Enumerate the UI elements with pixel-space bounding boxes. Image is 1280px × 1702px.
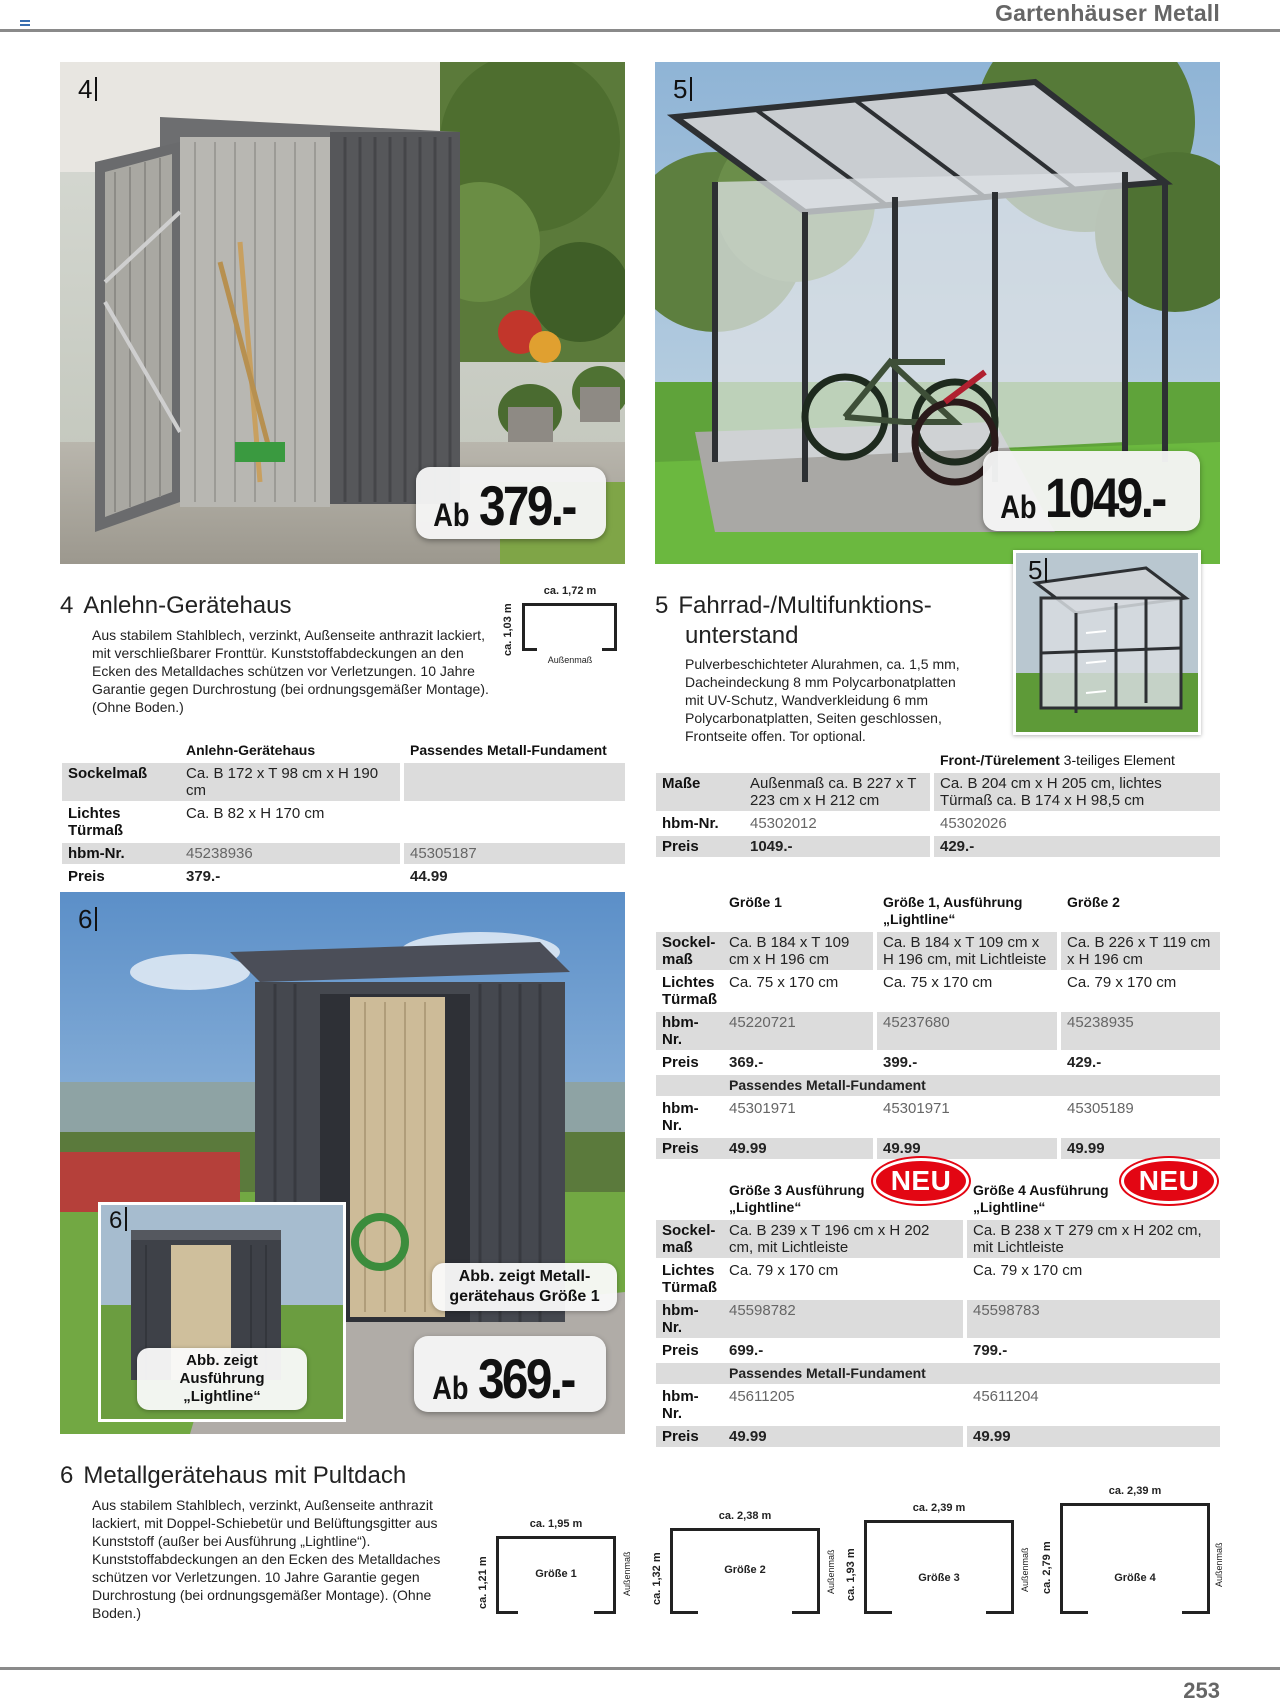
cell: 45238936: [180, 843, 400, 864]
row-label: Sockel-maß: [656, 1220, 723, 1258]
product-5-price-badge: [983, 451, 1200, 531]
cell: Außenmaß ca. B 227 x T 223 cm x H 212 cm: [744, 773, 930, 811]
price-prefix: Ab: [432, 1370, 469, 1406]
product-6-photo: [60, 892, 625, 1434]
table-row: [656, 972, 1220, 1010]
product-6-description: Aus stabilem Stahlblech, verzinkt, Außenseite anthrazit lackiert, mit Doppel-Schiebetür und Belüftungsgitter aus Kunststoff (außer bei Ausführung „Lightline“). Kunststoffabdeckungen an den Ecken des Metalldaches schützen vor Verletzungen. 10 Jahre Garantie gegen Durchrostung (bei ordnungsgemäßer Montage). (Ohne Boden.): [92, 1497, 441, 1621]
subheader: Passendes Metall-Fundament: [723, 1075, 1220, 1096]
table-row: [656, 1138, 1220, 1159]
dim-outline-bottom: [864, 1611, 892, 1614]
row-label: Preis: [68, 868, 105, 885]
dim-size-label: Größe 3: [918, 1572, 960, 1584]
cell: 49.99: [723, 1138, 873, 1159]
row-label: Preis: [662, 1342, 699, 1359]
cell: 49.99: [967, 1426, 1220, 1447]
col-header: Größe 1, Ausführung „Lightline“: [883, 894, 1023, 927]
row-label: Preis: [656, 1138, 723, 1159]
dim-note: Außenmaß: [547, 655, 593, 665]
cell: 45302026: [940, 815, 1007, 832]
price-value: 369.-: [478, 1346, 574, 1410]
product-5-spec-table: [656, 748, 1220, 859]
product-6-photo-number: 6: [78, 904, 97, 935]
cell: Ca. B 226 x T 119 cm x H 196 cm: [1061, 932, 1220, 970]
new-badge: NEU: [873, 1158, 969, 1204]
table-row: [656, 1340, 1220, 1361]
dim-outline-bottom-right: [594, 1611, 616, 1614]
product-4-title-text: Anlehn-Gerätehaus: [83, 592, 292, 619]
row-label: Sockel-maß: [656, 932, 723, 970]
dim-note: Außenmaß: [622, 1551, 632, 1596]
product-6-title-text: Metallgerätehaus mit Pultdach: [83, 1462, 407, 1489]
dim-width-label: ca. 2,39 m: [1108, 1485, 1162, 1497]
row-label: hbm-Nr.: [662, 815, 719, 832]
col-header: Größe 4 Ausführung „Lightline“: [973, 1182, 1109, 1215]
table-row: [62, 803, 625, 841]
cell: 45238935: [1061, 1012, 1220, 1050]
table-row: [656, 932, 1220, 970]
row-label: hbm-Nr.: [662, 1388, 699, 1422]
dim-note: Außenmaß: [1020, 1547, 1030, 1592]
dim-outline-bottom: [1060, 1611, 1088, 1614]
cell: 45301971: [729, 1100, 796, 1117]
col-header-bold: Front-/Türelement: [940, 752, 1060, 768]
product-4-photo: [60, 62, 625, 564]
product-4-description: Aus stabilem Stahlblech, verzinkt, Außenseite anthrazit lackiert, mit verschließbarer Fronttür. Kunststoffabdeckungen an den Ecken des Metalldaches schützen vor Verletzungen. 10 Jahre Garantie gegen Durchrostung (bei ordnungsgemäßer Montage). (Ohne Boden.): [92, 627, 489, 715]
product-4-dimension-diagram: [500, 585, 625, 675]
product-6-spec-table-b: [656, 1178, 1220, 1449]
table-row: [656, 1220, 1220, 1258]
product-6-inset-number: 6: [109, 1207, 127, 1235]
price-value: 379.-: [479, 473, 575, 537]
inset-caption: [137, 1348, 307, 1410]
dim-depth-label: ca. 1,93 m: [845, 1548, 857, 1601]
cell: 49.99: [877, 1138, 1057, 1159]
product-6-inset-photo: [98, 1202, 346, 1422]
table-header-row: [62, 740, 625, 761]
caption-line: Ausführung „Lightline“: [179, 1370, 265, 1405]
header-marker-icon: [20, 20, 30, 26]
table-row: [62, 763, 625, 801]
table-row: [656, 1300, 1220, 1338]
page-number: 253: [1183, 1678, 1220, 1702]
table-subheader-row: [656, 1075, 1220, 1096]
product-4-number: 4: [60, 592, 74, 619]
product-6-spec-table-a: [656, 890, 1220, 1161]
table-header-row: [656, 892, 1220, 930]
product-5-title-line2: unterstand: [685, 622, 799, 649]
table-header-row: [656, 750, 1220, 771]
dim-size-label: Größe 2: [724, 1564, 766, 1576]
row-label: hbm-Nr.: [62, 843, 180, 864]
cell: 44.99: [410, 868, 448, 885]
row-label: Lichtes Türmaß: [662, 1262, 718, 1296]
cell: [404, 803, 625, 841]
dim-size-label: Größe 4: [1114, 1572, 1156, 1584]
product-6-caption: [432, 1263, 617, 1311]
cell: 1049.-: [744, 836, 930, 857]
cell: 45302012: [750, 815, 817, 832]
cell: 369.-: [729, 1054, 764, 1071]
cell: Ca. B 184 x T 109 cm x H 196 cm, mit Lichtleiste: [877, 932, 1057, 970]
product-5-title-line1: Fahrrad-/Multifunktions-: [678, 592, 932, 619]
price-prefix: Ab: [433, 497, 470, 533]
product-4-photo-number: 4: [78, 74, 97, 105]
row-label: hbm-Nr.: [662, 1100, 699, 1134]
col-header: Größe 1: [729, 894, 782, 910]
product-4-price-badge: [416, 467, 606, 539]
row-label: hbm-Nr.: [656, 1300, 723, 1338]
cell: 45611205: [729, 1388, 795, 1405]
table-subheader-row: [656, 1363, 1220, 1384]
cell: 45305187: [404, 843, 625, 864]
col-header: Passendes Metall-Fundament: [410, 742, 607, 758]
dim-note: Außenmaß: [1214, 1542, 1224, 1587]
table-row: [656, 813, 1220, 834]
dim-depth-label: ca. 1,21 m: [477, 1556, 489, 1609]
cell: 379.-: [186, 868, 221, 885]
row-label: Maße: [656, 773, 744, 811]
dim-width-label: ca. 2,38 m: [718, 1510, 772, 1522]
cell: 45598783: [967, 1300, 1220, 1338]
table-row: [656, 1012, 1220, 1050]
row-label: Lichtes Türmaß: [68, 805, 124, 839]
cell: Ca. 75 x 170 cm: [883, 974, 993, 991]
caption-line: Abb. zeigt: [186, 1352, 258, 1369]
product-6-title: [60, 1462, 406, 1491]
cell: Ca. 79 x 170 cm: [973, 1262, 1083, 1279]
row-label: Preis: [656, 1426, 723, 1447]
dim-outline: [522, 603, 617, 651]
product-5-description: Pulverbeschichteter Alurahmen, ca. 1,5 mm, Dacheindeckung 8 mm Polycarbonatplatten mit UV-Schutz, Wandverkleidung 6 mm Polycarbonatplatten, Seiten geschlossen, Frontseite offen. Tor optional.: [685, 656, 960, 744]
caption-line: gerätehaus Größe 1: [449, 1288, 600, 1305]
product-5-inset-number: 5: [1028, 555, 1047, 586]
table-row: [62, 843, 625, 864]
cell: 45305189: [1067, 1100, 1134, 1117]
dim-outline-bottom-right: [792, 1611, 820, 1614]
cell: Ca. B 204 cm x H 205 cm, lichtes Türmaß ca. B 174 x H 98,5 cm: [934, 773, 1220, 811]
cell: 429.-: [1067, 1054, 1102, 1071]
dim-outline-bottom-right: [602, 648, 617, 651]
table-row: [656, 773, 1220, 811]
new-badge: NEU: [1121, 1158, 1217, 1204]
table-header-row: [656, 1180, 1220, 1218]
table-row: [656, 1260, 1220, 1298]
table-row: [656, 1426, 1220, 1447]
dim-outline-bottom: [522, 648, 537, 651]
dim-outline-bottom-right: [1182, 1611, 1210, 1614]
row-label: Preis: [662, 1054, 699, 1071]
subheader: Passendes Metall-Fundament: [723, 1363, 1220, 1384]
dim-note: Außenmaß: [826, 1549, 836, 1594]
product-4-title: [60, 592, 292, 621]
cell: 45237680: [877, 1012, 1057, 1050]
price-prefix: Ab: [999, 489, 1037, 525]
page-header-title: Gartenhäuser Metall: [995, 0, 1220, 26]
size-2-diagram: [648, 1510, 838, 1623]
row-label: Preis: [656, 836, 744, 857]
product-5-photo-number: 5: [673, 74, 692, 105]
product-5-title: [655, 592, 932, 621]
table-row: [656, 836, 1220, 857]
row-label: Sockelmaß: [62, 763, 180, 801]
dim-size-label: Größe 1: [535, 1568, 577, 1580]
size-4-diagram: [1038, 1485, 1232, 1623]
cell: Ca. B 184 x T 109 cm x H 196 cm: [723, 932, 873, 970]
dim-depth-label: ca. 1,03 m: [502, 603, 514, 656]
col-header: Anlehn-Gerätehaus: [186, 742, 316, 758]
cell: 49.99: [1061, 1138, 1220, 1159]
product-5-photo: [655, 62, 1220, 564]
dim-outline: [1060, 1503, 1210, 1614]
dim-outline: [864, 1520, 1014, 1614]
dim-outline-bottom: [496, 1611, 518, 1614]
cell: Ca. B 238 x T 279 cm x H 202 cm, mit Lichtleiste: [967, 1220, 1220, 1258]
col-header-rest: 3-teiliges Element: [1059, 752, 1175, 768]
dim-width-label: ca. 2,39 m: [912, 1502, 966, 1514]
footer-rule: [0, 1667, 1280, 1670]
caption-line: Abb. zeigt Metall-: [458, 1268, 591, 1285]
col-header: Größe 2: [1067, 894, 1120, 910]
dim-outline-bottom: [670, 1611, 698, 1614]
cell: [404, 763, 625, 801]
table-row: [62, 866, 625, 887]
cell: 399.-: [883, 1054, 918, 1071]
product-4-spec-table: [62, 738, 625, 889]
dim-outline-bottom-right: [986, 1611, 1014, 1614]
cell: Ca. B 172 x T 98 cm x H 190 cm: [180, 763, 400, 801]
dim-depth-label: ca. 2,79 m: [1041, 1541, 1053, 1594]
dim-width-label: ca. 1,72 m: [543, 585, 597, 597]
cell: 49.99: [723, 1426, 963, 1447]
cell: Ca. 75 x 170 cm: [729, 974, 839, 991]
table-row: [656, 1098, 1220, 1136]
cell: 45598782: [723, 1300, 963, 1338]
cell: 45611204: [973, 1388, 1039, 1405]
col-header: [934, 750, 1220, 771]
product-5-number: 5: [655, 592, 669, 619]
table-row: [656, 1052, 1220, 1073]
header-rule: [0, 29, 1280, 32]
col-header: Größe 3 Ausführung „Lightline“: [729, 1182, 865, 1215]
cell: 429.-: [934, 836, 1220, 857]
size-1-diagram: [478, 1518, 638, 1623]
cell: Ca. B 239 x T 196 cm x H 202 cm, mit Lichtleiste: [723, 1220, 963, 1258]
product-6-number: 6: [60, 1462, 74, 1489]
cell: 45301971: [883, 1100, 950, 1117]
price-value: 1049.-: [1045, 465, 1166, 529]
table-row: [656, 1386, 1220, 1424]
product-5-inset-photo: [1013, 550, 1201, 735]
row-label: Lichtes Türmaß: [662, 974, 718, 1008]
dim-depth-label: ca. 1,32 m: [651, 1552, 663, 1605]
cell: Ca. B 82 x H 170 cm: [186, 805, 325, 822]
dim-width-label: ca. 1,95 m: [529, 1518, 583, 1530]
cell: 799.-: [973, 1342, 1008, 1359]
cell: 45220721: [723, 1012, 873, 1050]
size-3-diagram: [842, 1502, 1038, 1623]
cell: Ca. 79 x 170 cm: [729, 1262, 839, 1279]
product-6-price-badge: [414, 1336, 606, 1412]
cell: Ca. 79 x 170 cm: [1067, 974, 1177, 991]
row-label: hbm-Nr.: [656, 1012, 723, 1050]
cell: 699.-: [729, 1342, 764, 1359]
